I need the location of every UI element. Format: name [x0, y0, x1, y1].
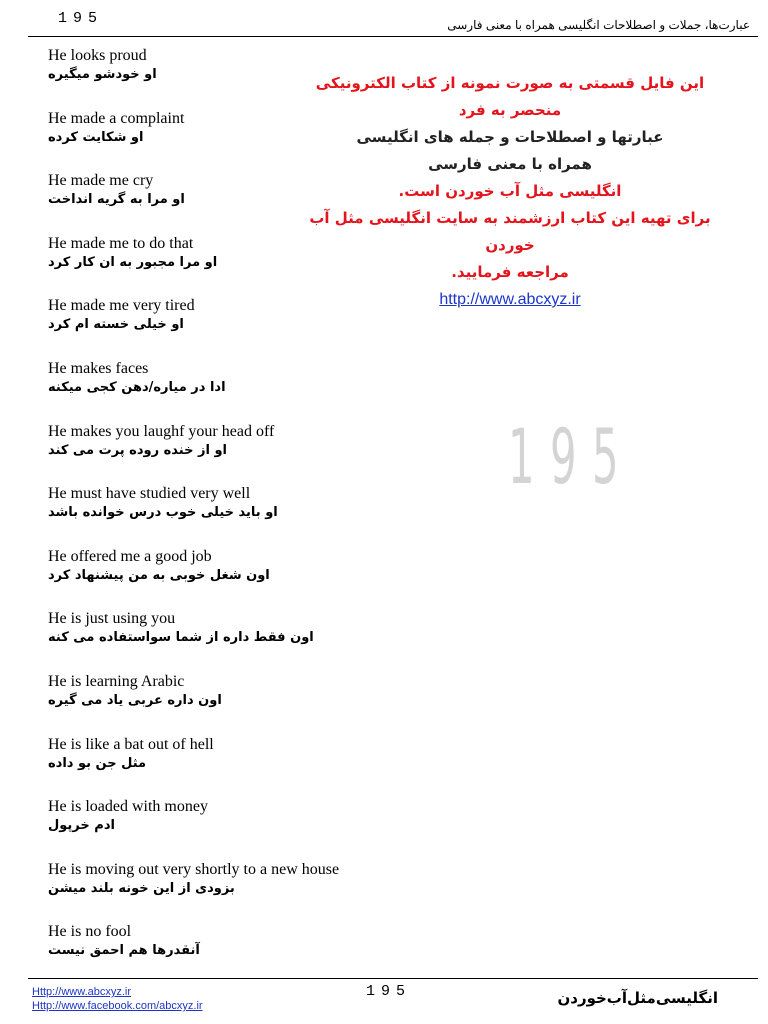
persian-translation: او از خنده روده پرت می کند — [48, 442, 228, 458]
persian-translation: بزودی از این خونه بلند میشن — [48, 880, 235, 896]
persian-translation: او مرا به گریه انداخت — [48, 192, 185, 208]
promo-line: مراجعه فرمایید. — [451, 263, 569, 281]
footer-facebook-link[interactable]: Http://www.facebook.com/abcxyz.ir — [32, 1000, 203, 1012]
page-number-watermark: 195 — [508, 412, 634, 501]
persian-translation: او شکایت کرده — [48, 129, 144, 145]
persian-translation: اون فقط داره از شما سواستفاده می کنه — [48, 630, 314, 646]
promo-website-link[interactable]: http://www.abcxyz.ir — [439, 291, 581, 308]
list-item — [48, 922, 468, 985]
promo-line: برای تهیه این کتاب ارزشمند به سایت انگلیسی مثل آب — [309, 209, 711, 227]
list-item — [48, 484, 468, 547]
footer-website-link[interactable]: Http://www.abcxyz.ir — [32, 986, 132, 998]
english-phrase: He made a complaint — [48, 109, 185, 127]
english-phrase: He looks proud — [48, 47, 147, 64]
list-item — [48, 609, 468, 672]
english-phrase: He makes faces — [48, 359, 149, 377]
persian-translation: او باید خیلی خوب درس خوانده باشد — [48, 505, 278, 521]
persian-translation: آنقدرها هم احمق نیست — [48, 943, 200, 959]
promo-line: منحصر به فرد — [458, 101, 562, 119]
persian-translation: او خودشو میگیره — [48, 67, 157, 82]
persian-translation: مثل جن بو داده — [48, 755, 147, 771]
english-phrase: He is loaded with money — [48, 798, 208, 816]
english-phrase: He is just using you — [48, 610, 176, 628]
footer-brand: انگلیسی‌مثل‌آب‌خوردن — [557, 989, 718, 1007]
list-item — [48, 359, 468, 422]
footer-links — [32, 985, 203, 1013]
english-phrase: He is learning Arabic — [48, 672, 185, 690]
persian-translation: ادا در میاره/دهن کجی میکنه — [48, 379, 226, 395]
promo-line: انگلیسی مثل آب خوردن است. — [398, 182, 622, 200]
list-item — [48, 672, 468, 735]
persian-translation: ادم خرپول — [48, 818, 115, 834]
english-phrase: He made me very tired — [48, 297, 195, 315]
english-phrase: He must have studied very well — [48, 485, 251, 503]
promo-line: همراه با معنی فارسی — [428, 155, 592, 173]
list-item — [48, 422, 468, 485]
english-phrase: He made me cry — [48, 172, 154, 190]
english-phrase: He makes you laughf your head off — [48, 422, 275, 440]
english-phrase: He made me to do that — [48, 234, 194, 252]
list-item — [48, 735, 468, 798]
persian-translation: او مرا مجبور به ان کار کرد — [48, 254, 218, 270]
english-phrase: He is moving out very shortly to a new house — [48, 860, 340, 878]
header-title: عبارت‌ها، جملات و اصطلاحات انگلیسی همراه با معنی فارسی — [447, 18, 750, 32]
promo-box — [300, 70, 720, 313]
page-header — [28, 8, 758, 37]
promo-line: عبارتها و اصطلاحات و جمله های انگلیسی — [356, 128, 664, 146]
page-footer — [28, 978, 758, 1019]
list-item — [48, 797, 468, 860]
footer-page-number: 195 — [366, 983, 412, 1000]
persian-translation: اون داره عربی یاد می گیره — [48, 692, 222, 708]
header-page-number: 195 — [58, 10, 104, 27]
promo-line: خوردن — [485, 236, 535, 254]
english-phrase: He is no fool — [48, 923, 132, 941]
english-phrase: He offered me a good job — [48, 547, 212, 565]
persian-translation: اون شغل خوبی به من پیشنهاد کرد — [48, 567, 270, 583]
promo-line: این فایل قسمتی به صورت نمونه از کتاب الکترونیکی — [315, 74, 705, 92]
english-phrase: He is like a bat out of hell — [48, 735, 214, 753]
list-item — [48, 547, 468, 610]
persian-translation: او خیلی خسته ام کرد — [48, 317, 184, 333]
list-item — [48, 860, 468, 923]
